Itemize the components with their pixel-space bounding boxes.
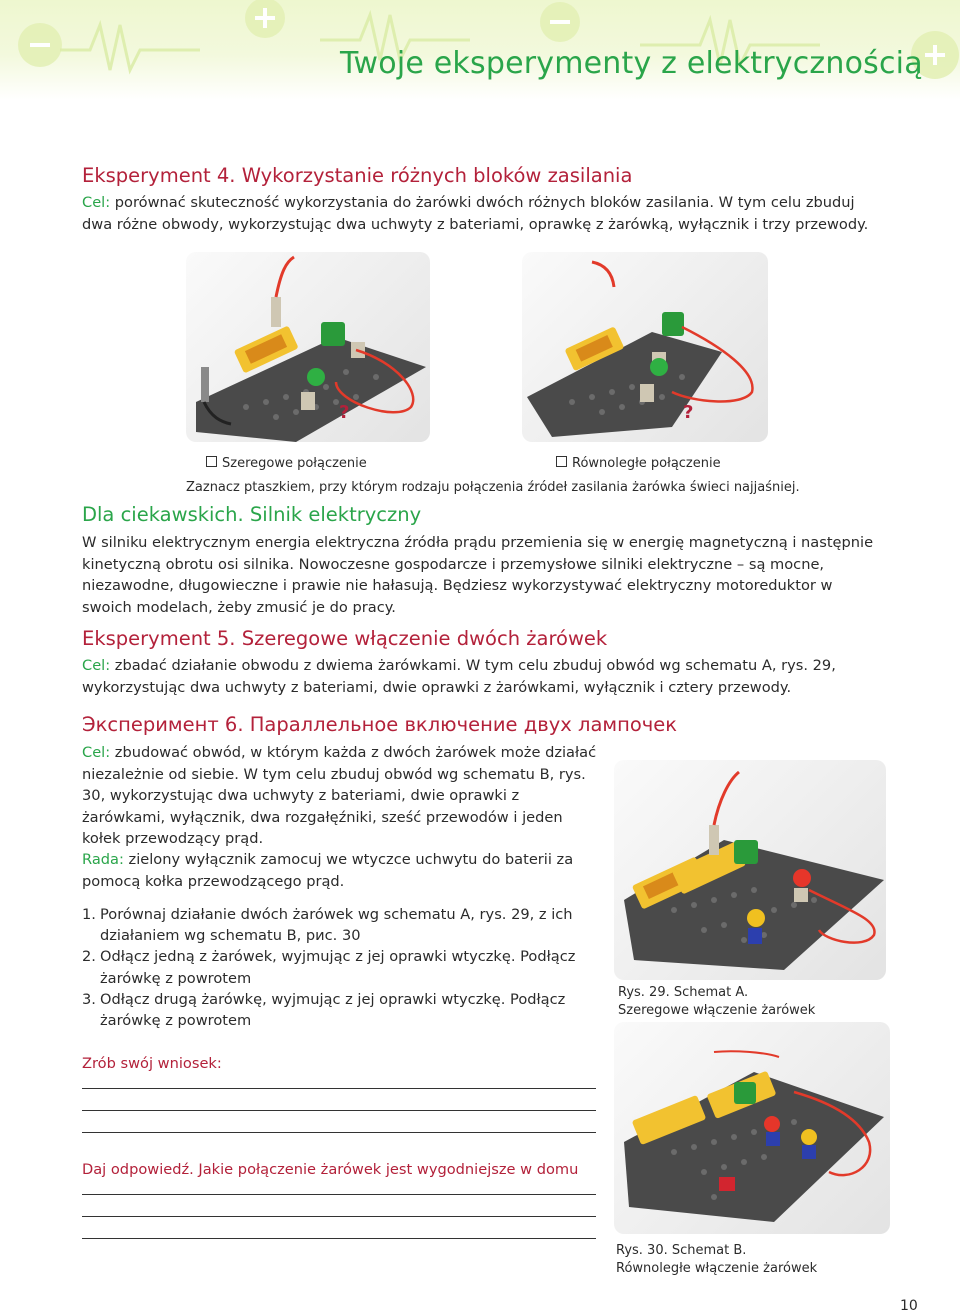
choice-series-label: Szeregowe połączenie xyxy=(222,456,367,471)
experiment-6-goal xyxy=(82,742,600,850)
experiment-4-instruction: Zaznacz ptaszkiem, przy którym rodzaju połączenia źródeł zasilania żarówka świeci najjaśniej. xyxy=(186,480,800,495)
list-item xyxy=(82,904,600,946)
choice-series[interactable] xyxy=(206,456,367,471)
caption-line: Rys. 30. Schemat B. xyxy=(616,1243,747,1258)
experiment-6-title xyxy=(82,713,677,736)
write-line[interactable] xyxy=(82,1132,596,1133)
photo-right-question-mark: ? xyxy=(683,402,694,423)
figure-30-caption xyxy=(616,1242,817,1278)
circuit-illustration xyxy=(614,760,886,980)
conclusion-label: Zrób swój wniosek: xyxy=(82,1055,222,1072)
list-item xyxy=(82,946,600,988)
figure-29-caption xyxy=(618,984,815,1020)
write-line[interactable] xyxy=(82,1216,596,1217)
goal-text: zbadać działanie obwodu z dwiema żarówkami. W tym celu zbuduj obwód wg schematu A, rys. 29, wykorzystując dwa uchwyty z bateriami, dwie oprawki z żarówkami, wyłącznik i cztery przewody. xyxy=(82,657,836,696)
goal-text: zbudować obwód, w którym każda z dwóch żarówek może działać niezależnie od siebie. W tym celu zbuduj obwód wg schematu B, rys. 30, wykorzystując dwa uchwyty z bateriami, dwie oprawki z żarówkami, wyłącznik, dwa rozgałęźniki, sześć przewodów i jeden kołek przewodzący prąd. xyxy=(82,744,597,847)
circuit-illustration xyxy=(522,252,768,442)
choice-parallel-label: Równoległe połączenie xyxy=(572,456,721,471)
circuit-illustration xyxy=(614,1022,890,1234)
experiment-6-title-prefix: Эксперимент 6. xyxy=(82,713,244,736)
step-number: 1. xyxy=(82,906,96,923)
write-line[interactable] xyxy=(82,1110,596,1111)
page-number: 10 xyxy=(900,1298,918,1314)
choice-parallel[interactable] xyxy=(556,456,721,471)
steps-list xyxy=(82,904,600,1031)
photo-left-question-mark: ? xyxy=(339,402,350,423)
goal-label: Cel: xyxy=(82,744,111,761)
curious-title: Dla ciekawskich. Silnik elektryczny xyxy=(82,503,422,526)
step-text: Odłącz drugą żarówkę, wyjmując z jej oprawki wtyczkę. Podłącz żarówkę z powrotem xyxy=(100,990,566,1030)
experiment-4-title: Eksperyment 4. Wykorzystanie różnych bloków zasilania xyxy=(82,164,633,187)
experiment-4-goal xyxy=(82,192,880,235)
photo-schema-a xyxy=(614,760,886,980)
caption-line: Szeregowe włączenie żarówek xyxy=(618,1003,816,1018)
checkbox-series[interactable] xyxy=(206,456,217,467)
write-line[interactable] xyxy=(82,1238,596,1239)
checkbox-parallel[interactable] xyxy=(556,456,567,467)
goal-text: porównać skuteczność wykorzystania do żarówki dwóch różnych bloków zasilania. W tym celu zbuduj dwa różne obwody, wykorzystując dwa uchwyty z bateriami, oprawkę z żarówką, wyłącznik i trzy przewody. xyxy=(82,194,869,233)
caption-line: Równoległe włączenie żarówek xyxy=(616,1261,818,1276)
goal-label: Cel: xyxy=(82,194,111,211)
experiment-6-title-rest: Параллельное включение двух лампочек xyxy=(243,713,678,736)
tip-text: zielony wyłącznik zamocuj we wtyczce uchwytu do baterii za pomocą kołka przewodzącego prąd. xyxy=(82,851,574,890)
write-line[interactable] xyxy=(82,1088,596,1089)
experiment-5-title: Eksperyment 5. Szeregowe włączenie dwóch żarówek xyxy=(82,627,608,650)
experiment-5-goal xyxy=(82,655,880,698)
step-number: 2. xyxy=(82,948,96,966)
step-text: Odłącz jedną z żarówek, wyjmując z jej oprawki wtyczkę. Podłącz żarówkę z powrotem xyxy=(100,948,576,987)
page-header xyxy=(0,0,960,100)
photo-series-circuit xyxy=(186,252,430,442)
tip-label: Rada: xyxy=(82,851,124,868)
experiment-6-tip xyxy=(82,849,600,892)
curious-text: W silniku elektrycznym energia elektryczna źródła prądu przemienia się w energię magnetyczną i następnie kinetyczną obrotu osi silnika. Nowoczesne gospodarcze i przemysłowe silniki elektryczne – są mocne, niezawodne, długowieczne i prawie nie hałasują. Będziesz wykorzystywać elektryczny motoreduktor w swoich modelach, żeby zmusić je do pracy. xyxy=(82,534,874,616)
photo-parallel-circuit xyxy=(522,252,768,442)
goal-label: Cel: xyxy=(82,657,111,674)
step-text: Porównaj działanie dwóch żarówek wg schematu A, rys. 29, z ich działaniem wg schematu B, рис. 30 xyxy=(100,906,573,945)
step-number: 3. xyxy=(82,990,96,1008)
circuit-illustration xyxy=(186,252,430,442)
list-item xyxy=(82,989,600,1031)
write-line[interactable] xyxy=(82,1194,596,1195)
page-title: Twoje eksperymenty z elektrycznością xyxy=(340,46,923,81)
caption-line: Rys. 29. Schemat A. xyxy=(618,985,749,1000)
photo-schema-b xyxy=(614,1022,890,1234)
answer-label: Daj odpowiedź. Jakie połączenie żarówek jest wygodniejsze w domu xyxy=(82,1161,579,1178)
